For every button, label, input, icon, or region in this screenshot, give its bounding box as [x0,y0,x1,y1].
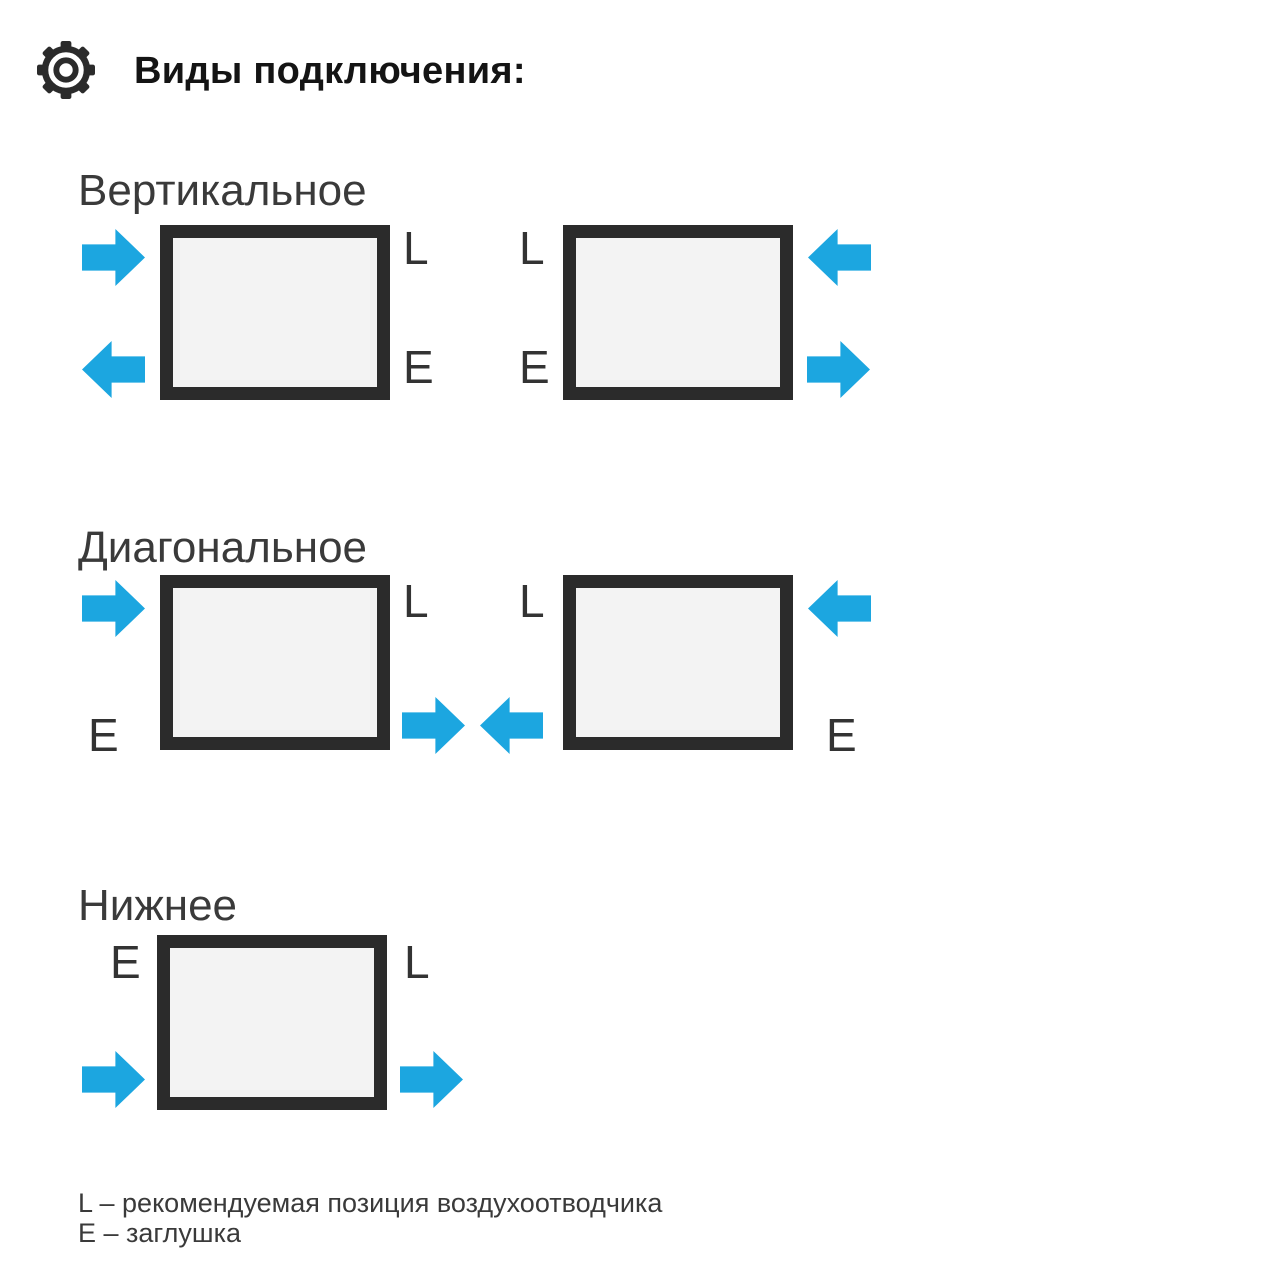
flow-arrow-right-icon [402,697,465,754]
port-label-plug: E [88,709,119,761]
radiator-body [160,575,390,750]
flow-arrow-left-icon [808,229,871,286]
section-heading-vertical: Вертикальное [78,166,367,215]
port-label-plug: E [110,936,141,988]
flow-arrow-left-icon [808,580,871,637]
port-label-vent: L [519,575,545,627]
flow-arrow-left-icon [82,341,145,398]
section-heading-diagonal: Диагональное [78,523,368,572]
gear-icon [37,41,95,99]
radiator-body [157,935,387,1110]
port-label-vent: L [519,222,545,274]
flow-arrow-right-icon [807,341,870,398]
page-title: Виды подключения: [134,50,526,92]
legend-line-vent: L – рекомендуемая позиция воздухоотводчика [78,1188,663,1218]
port-label-plug: E [519,341,550,393]
legend-line-plug: E – заглушка [78,1218,242,1248]
flow-arrow-right-icon [82,580,145,637]
flow-arrow-right-icon [82,1051,145,1108]
section-heading-bottom: Нижнее [78,881,238,930]
port-label-vent: L [403,575,429,627]
flow-arrow-right-icon [400,1051,463,1108]
port-label-plug: E [826,709,857,761]
radiator-body [563,225,793,400]
flow-arrow-right-icon [82,229,145,286]
legend [78,1188,662,1248]
port-label-vent: L [404,936,430,988]
flow-arrow-left-icon [480,697,543,754]
radiator-body [563,575,793,750]
radiator-body [160,225,390,400]
port-label-plug: E [403,341,434,393]
port-label-vent: L [403,222,429,274]
